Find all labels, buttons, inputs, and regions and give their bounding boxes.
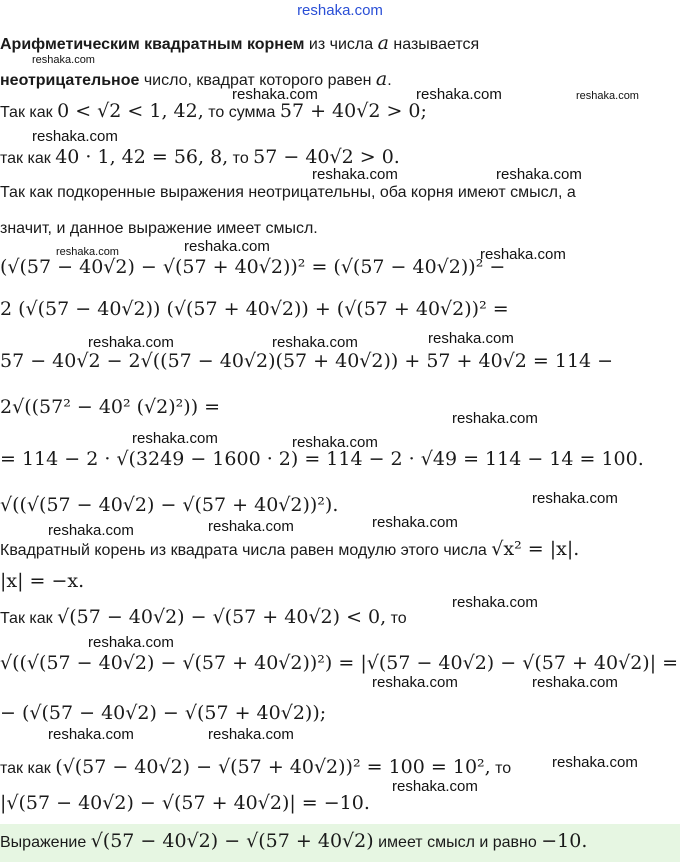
watermark[interactable]: reshaka.com	[88, 634, 174, 651]
equation-3: 57 − 40√2 − 2√((57 − 40√2)(57 + 40√2)) + 57 + 40√2 = 114 −	[0, 350, 614, 372]
condition-line-2	[0, 146, 400, 168]
text: так как	[0, 760, 56, 777]
watermark[interactable]: reshaka.com	[48, 726, 134, 743]
equation-7: |x| = −x.	[0, 570, 85, 592]
definition-term: Арифметическим квадратным корнем	[0, 36, 305, 53]
watermark[interactable]: reshaka.com	[392, 778, 478, 795]
text: то	[228, 150, 254, 167]
watermark[interactable]: reshaka.com	[184, 238, 270, 255]
answer-value: −10.	[541, 830, 588, 852]
condition-line-1	[0, 100, 427, 122]
watermark[interactable]: reshaka.com	[32, 54, 95, 66]
period: .	[387, 72, 392, 89]
text: то сумма	[203, 104, 280, 121]
text: Выражение	[0, 834, 91, 851]
nonnegative-term: неотрицательное	[0, 72, 140, 89]
square-result-line	[0, 756, 511, 778]
watermark[interactable]: reshaka.com	[532, 490, 618, 507]
text: так как	[0, 150, 56, 167]
variable-a-2: a	[375, 68, 388, 90]
watermark[interactable]: reshaka.com	[312, 166, 398, 183]
math-difference: 57 − 40√2 > 0.	[253, 146, 400, 168]
text: то	[386, 610, 407, 627]
final-answer	[0, 830, 587, 852]
watermark[interactable]: reshaka.com	[32, 128, 118, 145]
text: Квадратный корень из квадрата числа равен модулю этого числа	[0, 542, 492, 559]
math-sum: 57 + 40√2 > 0;	[279, 100, 427, 122]
watermark[interactable]: reshaka.com	[480, 246, 566, 263]
watermark[interactable]: reshaka.com	[552, 754, 638, 771]
text: Так как	[0, 610, 58, 627]
math-expression: √(57 − 40√2) − √(57 + 40√2)	[90, 830, 374, 852]
equation-2: 2 (√(57 − 40√2)) (√(57 + 40√2)) + (√(57 + 40√2))² =	[0, 298, 509, 320]
equation-6: √((√(57 − 40√2) − √(57 + 40√2))²).	[0, 494, 339, 516]
math-inequality: 0 < √2 < 1, 42,	[57, 100, 204, 122]
watermark[interactable]: reshaka.com	[576, 90, 639, 102]
equation-1: (√(57 − 40√2) − √(57 + 40√2))² = (√(57 − 40√2))² −	[0, 256, 506, 278]
watermark[interactable]: reshaka.com	[372, 674, 458, 691]
variable-a: a	[377, 32, 389, 54]
equation-8: √((√(57 − 40√2) − √(57 + 40√2))²) = |√(57 − 40√2) − √(57 + 40√2)| =	[0, 652, 679, 674]
paragraph-line-2: значит, и данное выражение имеет смысл.	[0, 220, 318, 237]
watermark[interactable]: reshaka.com	[132, 430, 218, 447]
math-square: (√(57 − 40√2) − √(57 + 40√2))² = 100 = 10²,	[55, 756, 491, 778]
math-product: 40 · 1, 42 = 56, 8,	[55, 146, 229, 168]
math-abs: √x² = |x|.	[491, 538, 580, 560]
watermark[interactable]: reshaka.com	[372, 514, 458, 531]
watermark[interactable]: reshaka.com	[532, 674, 618, 691]
paragraph-line: Так как подкоренные выражения неотрицательны, оба корня имеют смысл, а	[0, 184, 576, 201]
equation-10: |√(57 − 40√2) − √(57 + 40√2)| = −10.	[0, 792, 370, 814]
definition-text: из числа	[304, 36, 378, 53]
site-header-watermark[interactable]: reshaka.com	[297, 2, 383, 19]
watermark[interactable]: reshaka.com	[272, 334, 358, 351]
watermark[interactable]: reshaka.com	[452, 410, 538, 427]
definition-line-1	[0, 32, 479, 54]
watermark[interactable]: reshaka.com	[452, 594, 538, 611]
watermark[interactable]: reshaka.com	[428, 330, 514, 347]
watermark[interactable]: reshaka.com	[496, 166, 582, 183]
watermark[interactable]: reshaka.com	[416, 86, 502, 103]
watermark[interactable]: reshaka.com	[292, 434, 378, 451]
math-negative: √(57 − 40√2) − √(57 + 40√2) < 0,	[57, 606, 387, 628]
text: то	[490, 760, 512, 777]
watermark[interactable]: reshaka.com	[232, 86, 318, 103]
watermark[interactable]: reshaka.com	[88, 334, 174, 351]
definition-tail: называется	[388, 36, 480, 53]
sign-condition-line	[0, 606, 407, 628]
watermark[interactable]: reshaka.com	[208, 518, 294, 535]
text: имеет смысл и равно	[373, 834, 542, 851]
watermark[interactable]: reshaka.com	[208, 726, 294, 743]
definition-line-2	[0, 68, 392, 90]
watermark[interactable]: reshaka.com	[56, 246, 119, 258]
text: Так как	[0, 104, 58, 121]
watermark[interactable]: reshaka.com	[48, 522, 134, 539]
equation-4: 2√((57² − 40² (√2)²)) =	[0, 396, 221, 418]
definition-text-2: число, квадрат которого равен	[139, 72, 376, 89]
modulus-rule-line	[0, 538, 579, 560]
equation-9: − (√(57 − 40√2) − √(57 + 40√2));	[0, 702, 327, 724]
equation-5: = 114 − 2 · √(3249 − 1600 · 2) = 114 − 2 · √49 = 114 − 14 = 100.	[0, 448, 644, 470]
